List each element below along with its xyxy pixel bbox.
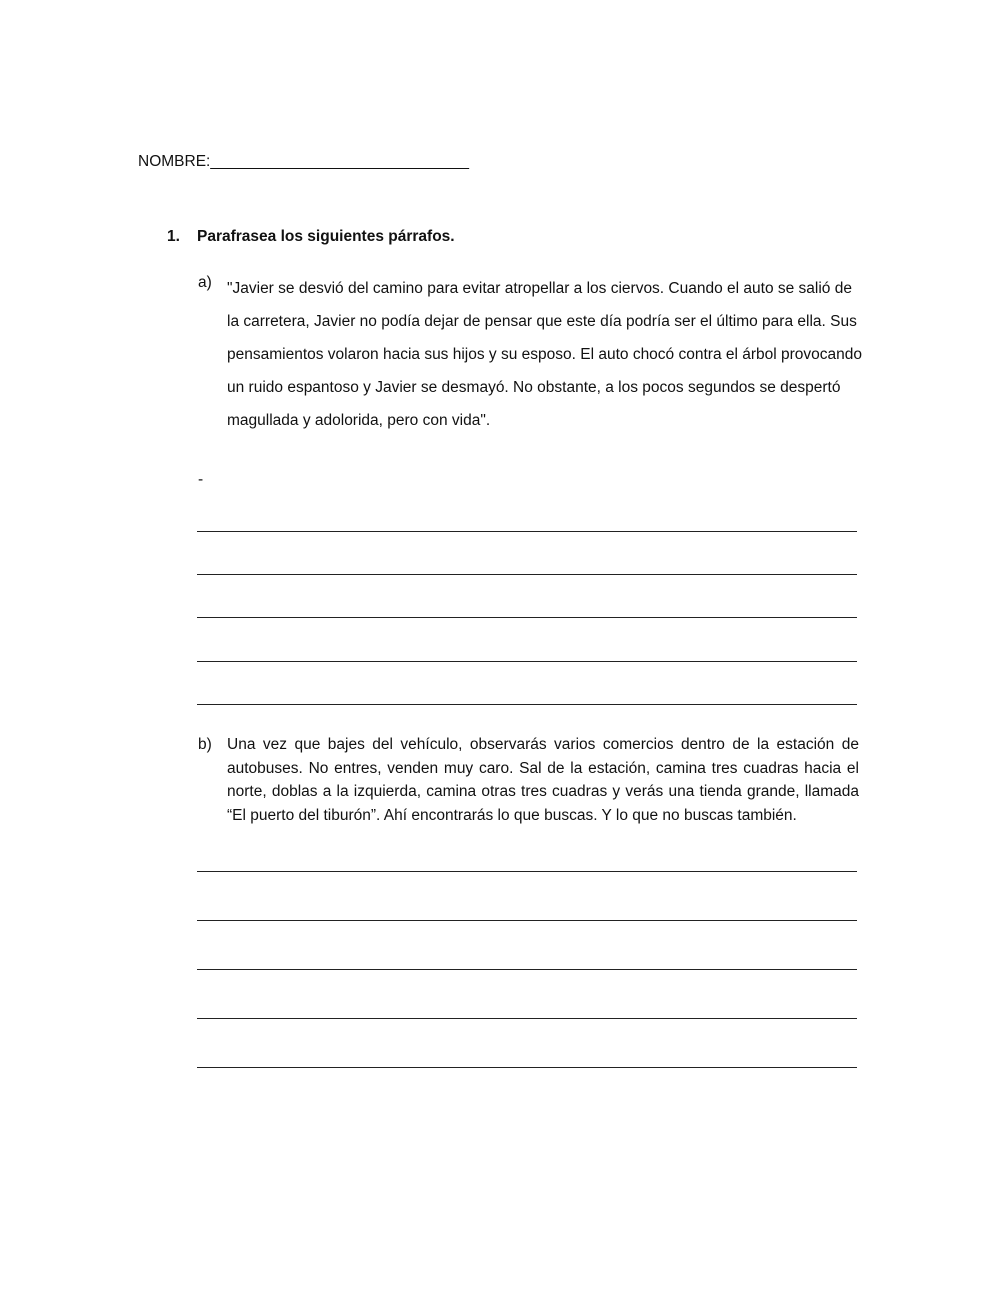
item-a-paragraph: "Javier se desvió del camino para evitar atropellar a los ciervos. Cuando el auto se salió de la carretera, Javier no podía dejar de pensar que este día podría ser el último para ella. Sus pensamientos volaron hacia sus hijos y su esposo. El auto chocó contra el árbol provocando un ruido espantoso y Javier se desmayó. No obstante, a los pocos segundos se despertó magullada y adolorida, pero con vida". xyxy=(227,280,863,429)
answer-line-a-2[interactable] xyxy=(197,574,857,575)
name-field-label: NOMBRE:______________________________ xyxy=(138,153,469,170)
item-b-paragraph: Una vez que bajes del vehículo, observarás varios comercios dentro de la estación de autobuses. No entres, venden muy caro. Sal de la estación, camina tres cuadras hacia el norte, doblas a la izquierda, camina otras tres cuadras y verás una tienda grande, llamada “El puerto del tiburón”. Ahí encontrarás lo que buscas. Y lo que no buscas también. xyxy=(227,736,859,824)
question-heading xyxy=(167,228,455,246)
answer-line-a-4[interactable] xyxy=(197,661,857,662)
answer-bullet-dash: - xyxy=(198,471,204,488)
answer-line-a-5[interactable] xyxy=(197,704,857,705)
answer-line-a-1[interactable] xyxy=(197,531,857,532)
answer-line-b-1[interactable] xyxy=(197,871,857,872)
answer-line-b-3[interactable] xyxy=(197,969,857,970)
question-number: 1. xyxy=(167,228,180,245)
answer-line-b-5[interactable] xyxy=(197,1067,857,1068)
answer-line-b-4[interactable] xyxy=(197,1018,857,1019)
answer-line-b-2[interactable] xyxy=(197,920,857,921)
item-a-label: a) xyxy=(198,274,212,291)
item-b-label: b) xyxy=(198,736,212,753)
question-title: Parafrasea los siguientes párrafos. xyxy=(197,228,455,245)
answer-line-a-3[interactable] xyxy=(197,617,857,618)
